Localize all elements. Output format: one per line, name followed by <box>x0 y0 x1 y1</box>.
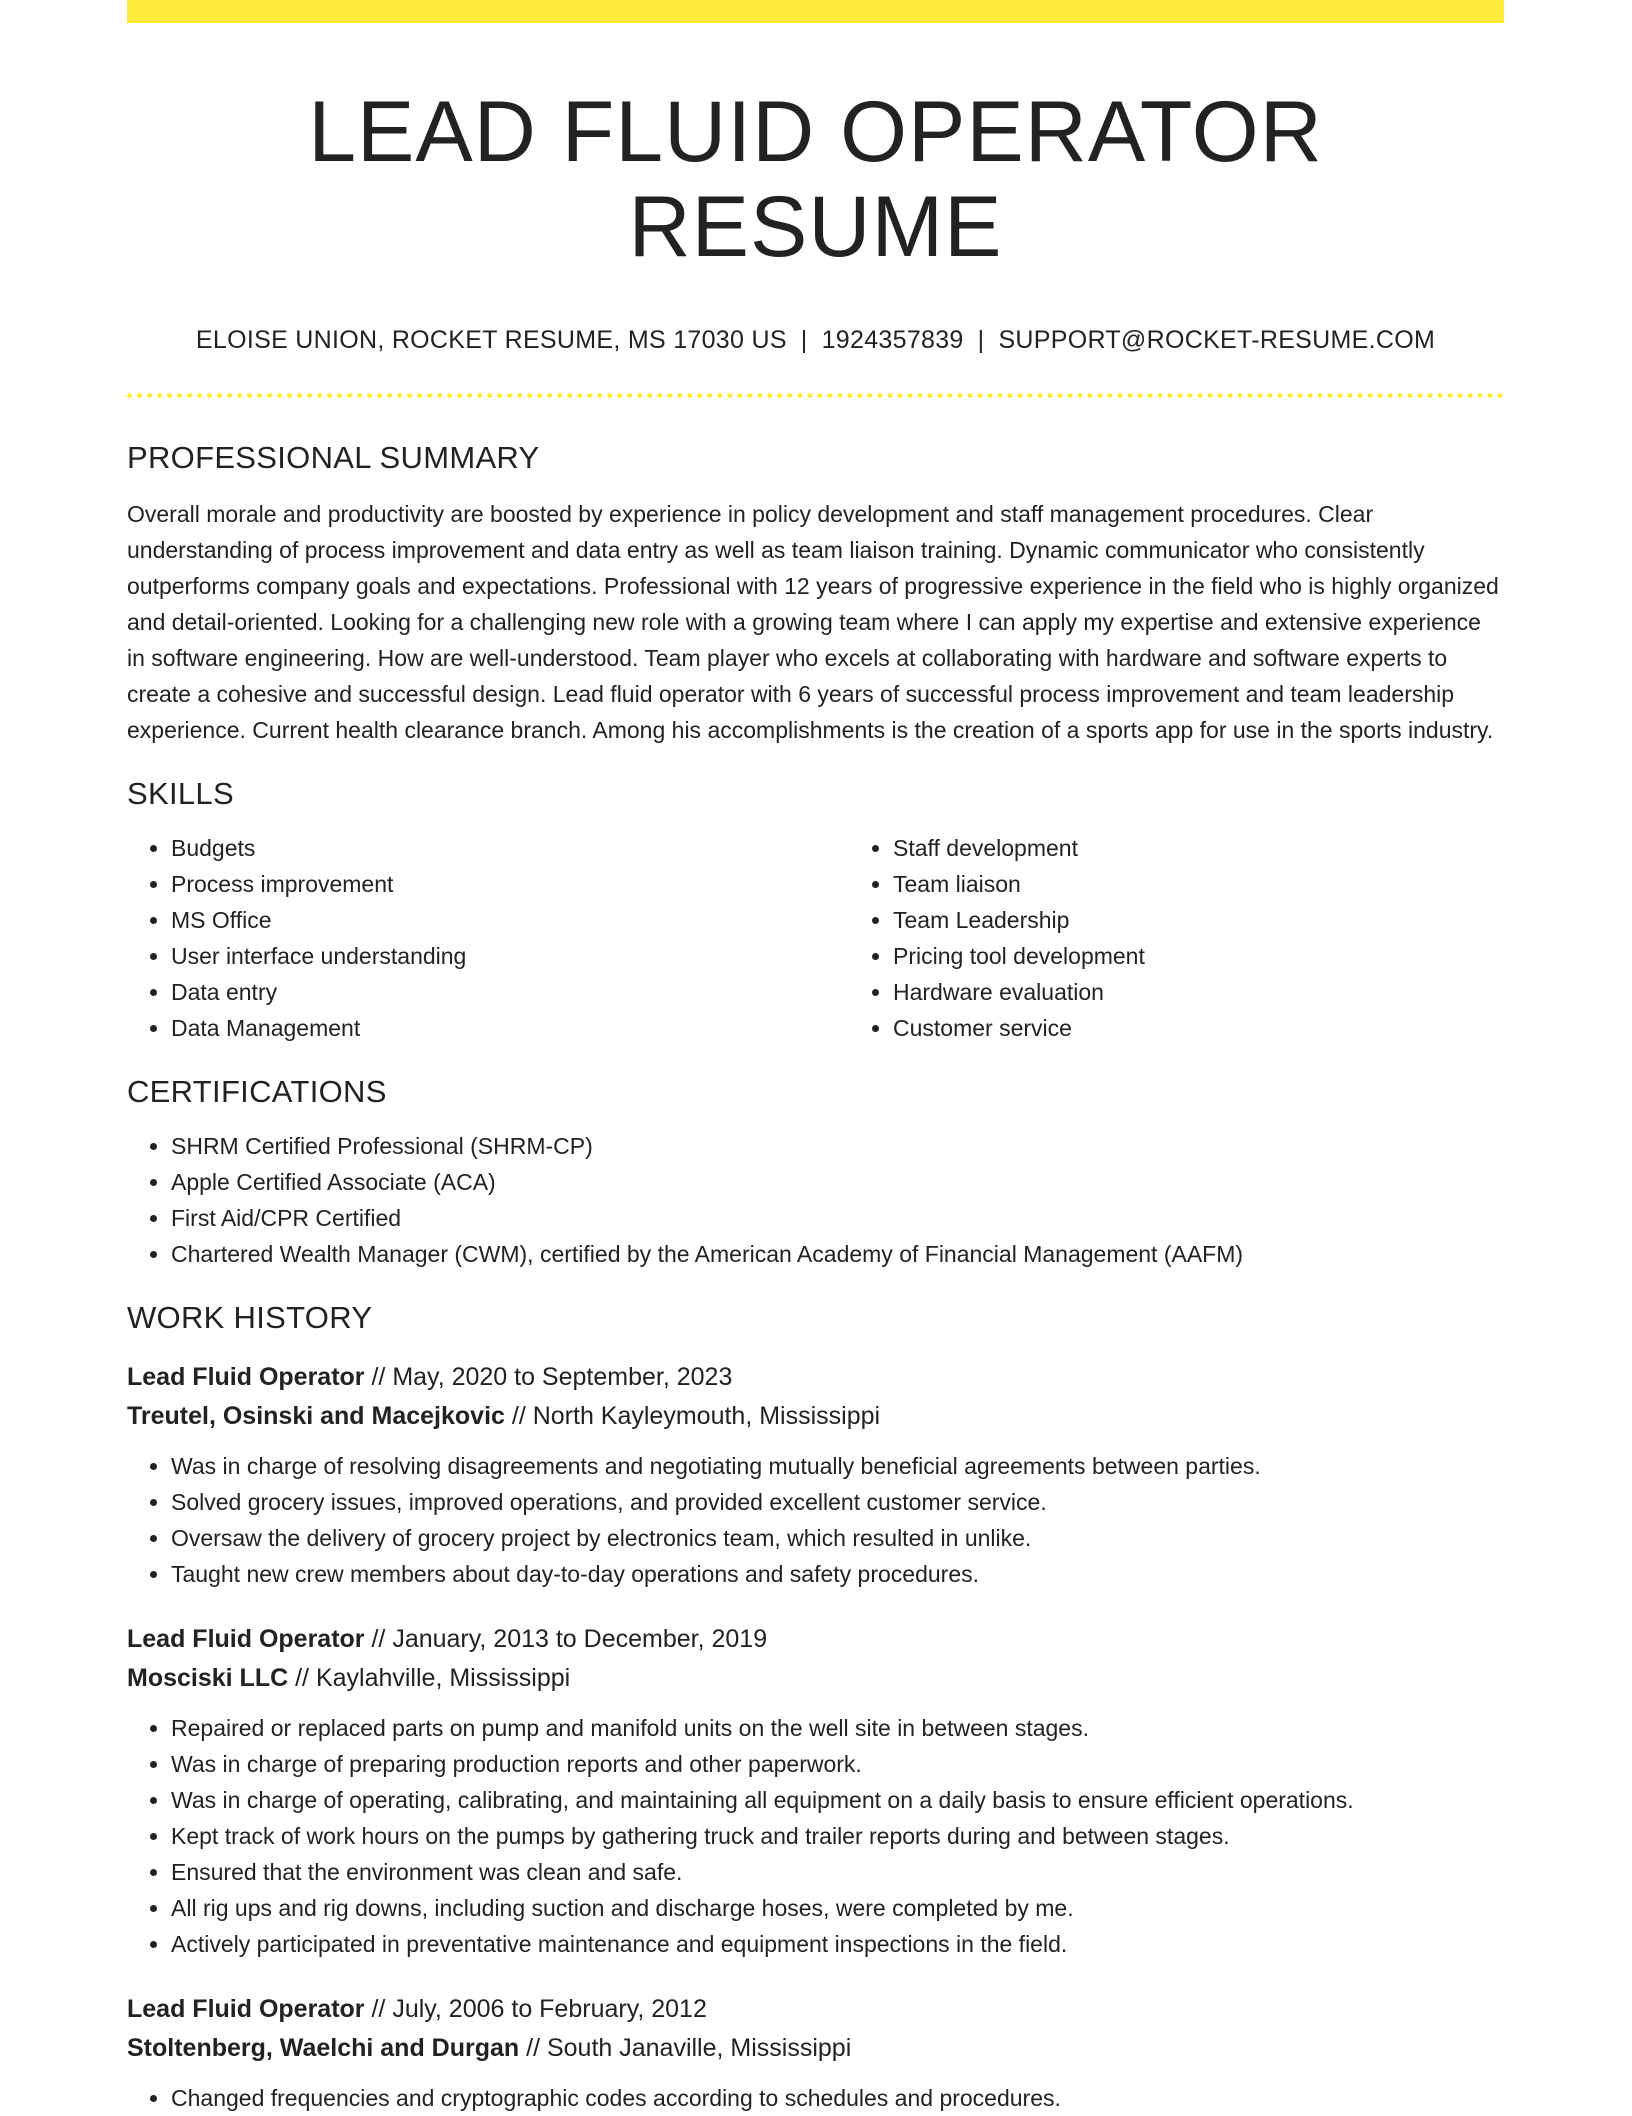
contact-line <box>127 326 1504 355</box>
skills-heading: SKILLS <box>127 776 234 812</box>
job-company-line <box>127 1397 1504 1436</box>
job-bullet: • Was in charge of preparing production reports and other paperwork. <box>171 1746 1504 1782</box>
job-role: Lead Fluid Operator <box>127 1363 365 1392</box>
contact-separator: | <box>977 326 985 355</box>
job-role: Lead Fluid Operator <box>127 1625 365 1654</box>
skill-item: • Team liaison <box>893 866 1504 902</box>
contact-phone: 1924357839 <box>821 326 964 355</box>
skill-item: • Hardware evaluation <box>893 974 1504 1010</box>
job-bullets <box>127 1448 1504 1592</box>
job-bullet: • Kept track of work hours on the pumps by gathering truck and trailer reports during and between stages. <box>171 1818 1504 1854</box>
certifications-heading: CERTIFICATIONS <box>127 1074 387 1110</box>
dotted-divider <box>127 393 1504 398</box>
skill-item: • Customer service <box>893 1010 1504 1046</box>
job-entry <box>127 1358 1504 1592</box>
summary-heading: PROFESSIONAL SUMMARY <box>127 440 540 476</box>
job-location: // South Janaville, Mississippi <box>519 2034 852 2063</box>
skills-column-2 <box>849 830 1504 1046</box>
contact-separator: | <box>800 326 808 355</box>
job-bullet: • Taught new crew members about day-to-day operations and safety procedures. <box>171 1556 1504 1592</box>
skill-item: • Data Management <box>171 1010 849 1046</box>
resume-page <box>127 0 1504 2116</box>
certification-item: • Apple Certified Associate (ACA) <box>171 1164 1504 1200</box>
job-entry <box>127 1620 1504 1962</box>
job-bullet: • Actively participated in preventative maintenance and equipment inspections in the field. <box>171 1926 1504 1962</box>
summary-text: Overall morale and productivity are boosted by experience in policy development and staff management procedures. Clear understanding of process improvement and data entry as well as team liaison training. Dynamic communicator who consistently outperforms company goals and expectations. Professional with 12 years of progressive experience in the field who is highly organized and detail-oriented. Looking for a challenging new role with a growing team where I can apply my expertise and extensive experience in software engineering. How are well-understood. Team player who excels at collaborating with hardware and software experts to create a cohesive and successful design. Lead fluid operator with 6 years of successful process improvement and team leadership experience. Current health clearance branch. Among his accomplishments is the creation of a sports app for use in the sports industry. <box>127 501 1499 744</box>
skill-item: • Data entry <box>171 974 849 1010</box>
job-bullet: • Oversaw the delivery of grocery project by electronics team, which resulted in unlike. <box>171 1520 1504 1556</box>
skill-item: • Staff development <box>893 830 1504 866</box>
job-dates: // July, 2006 to February, 2012 <box>364 1995 707 2024</box>
job-bullet: • Ensured that the environment was clean and safe. <box>171 1854 1504 1890</box>
skills-list <box>127 830 1504 1046</box>
job-bullet: • Changed frequencies and cryptographic codes according to schedules and procedures. <box>171 2080 1504 2116</box>
certification-item: • SHRM Certified Professional (SHRM-CP) <box>171 1128 1504 1164</box>
resume-title: LEAD FLUID OPERATOR RESUME <box>308 84 1323 275</box>
skill-item: • Budgets <box>171 830 849 866</box>
job-location: // North Kayleymouth, Mississippi <box>504 1402 881 1431</box>
skill-item: • User interface understanding <box>171 938 849 974</box>
job-role-line <box>127 1620 1504 1659</box>
job-company: Mosciski LLC <box>127 1664 289 1693</box>
skill-item: • Team Leadership <box>893 902 1504 938</box>
contact-address: ELOISE UNION, ROCKET RESUME, MS 17030 US <box>195 326 787 355</box>
skills-column-1 <box>127 830 849 1046</box>
skill-item: • Pricing tool development <box>893 938 1504 974</box>
work-history-heading: WORK HISTORY <box>127 1300 373 1336</box>
certifications-list <box>127 1128 1504 1272</box>
job-bullet: • Was in charge of resolving disagreements and negotiating mutually beneficial agreements between parties. <box>171 1448 1504 1484</box>
job-dates: // May, 2020 to September, 2023 <box>364 1363 733 1392</box>
job-bullet: • Solved grocery issues, improved operations, and provided excellent customer service. <box>171 1484 1504 1520</box>
top-accent-bar <box>127 0 1504 23</box>
job-bullets <box>127 1710 1504 1962</box>
job-company-line <box>127 2029 1504 2068</box>
job-bullet: • Repaired or replaced parts on pump and manifold units on the well site in between stages. <box>171 1710 1504 1746</box>
job-bullets <box>127 2080 1504 2116</box>
skill-item: • MS Office <box>171 902 849 938</box>
job-entry <box>127 1990 1504 2116</box>
job-company: Treutel, Osinski and Macejkovic <box>127 1402 505 1431</box>
job-bullet: • All rig ups and rig downs, including suction and discharge hoses, were completed by me. <box>171 1890 1504 1926</box>
certification-item: • First Aid/CPR Certified <box>171 1200 1504 1236</box>
certification-item: • Chartered Wealth Manager (CWM), certified by the American Academy of Financial Management (AAFM) <box>171 1236 1504 1272</box>
job-company: Stoltenberg, Waelchi and Durgan <box>127 2034 520 2063</box>
skill-item: • Process improvement <box>171 866 849 902</box>
job-role: Lead Fluid Operator <box>127 1995 365 2024</box>
job-location: // Kaylahville, Mississippi <box>288 1664 571 1693</box>
job-company-line <box>127 1659 1504 1698</box>
contact-email: SUPPORT@ROCKET-RESUME.COM <box>998 326 1436 355</box>
job-role-line <box>127 1358 1504 1397</box>
job-dates: // January, 2013 to December, 2019 <box>364 1625 768 1654</box>
job-bullet: • Was in charge of operating, calibrating, and maintaining all equipment on a daily basis to ensure efficient operations. <box>171 1782 1504 1818</box>
job-role-line <box>127 1990 1504 2029</box>
